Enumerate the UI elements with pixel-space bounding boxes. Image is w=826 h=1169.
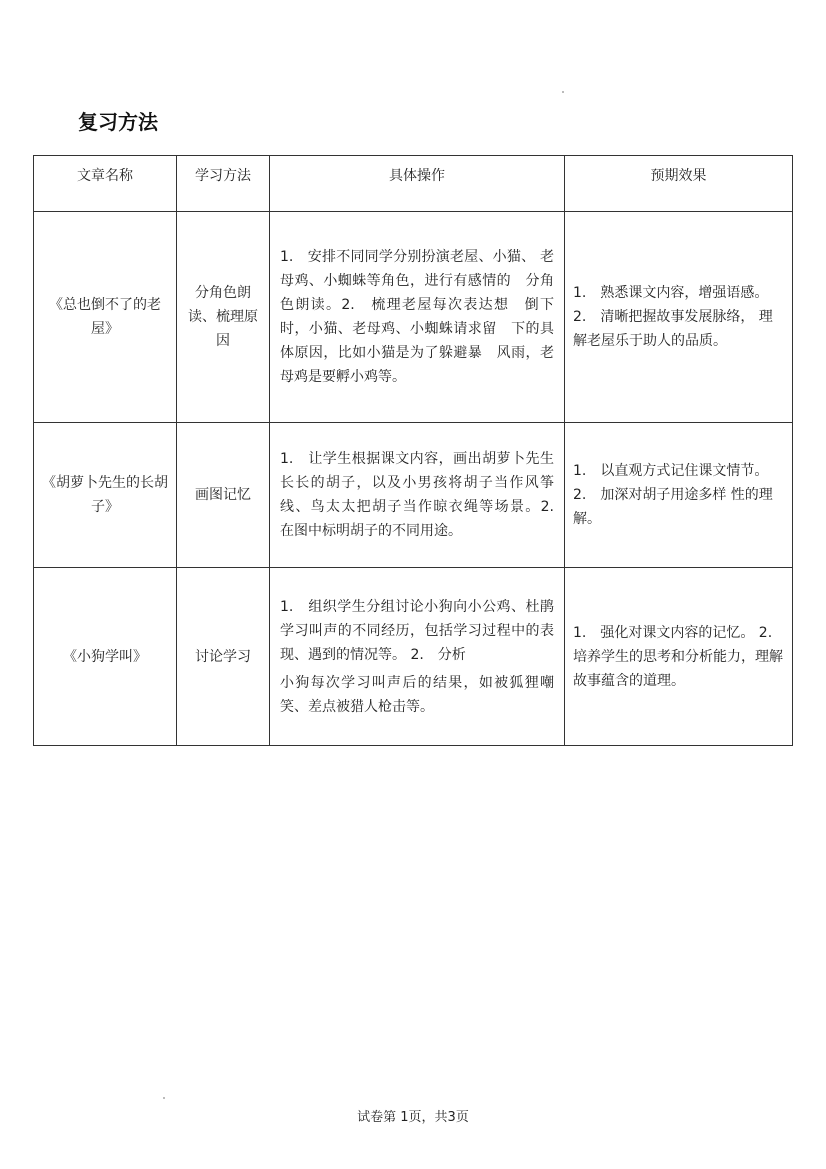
cell-effect: 1. 强化对课文内容的记忆。 2. 培养学生的思考和分析能力，理解故事蕴含的道理。 — [565, 568, 793, 746]
cell-title: 《小狗学叫》 — [34, 568, 177, 746]
cell-method: 分角色朗读、梳理原因 — [177, 212, 270, 423]
operation-text: 1. 安排不同同学分别扮演老屋、小猫、 老母鸡、小蜘蛛等角色，进行有感情的 分角色朗读。2. 梳理老屋每次表达想 倒下时，小猫、老母鸡、小蜘蛛请求留 下的具体原因，比如小猫是为了躲避暴 风雨，老母鸡是要孵小鸡等。 — [280, 249, 554, 385]
header-effect: 预期效果 — [565, 156, 793, 212]
cell-operation — [270, 568, 565, 746]
cell-title: 《总也倒不了的老屋》 — [34, 212, 177, 423]
scan-speck — [163, 1097, 165, 1099]
cell-operation — [270, 423, 568, 568]
header-method: 学习方法 — [177, 156, 270, 212]
cell-method: 画图记忆 — [177, 423, 270, 568]
operation-text: 小狗每次学习叫声后的结果，如被狐狸嘲笑、差点被猎人枪击等。 — [280, 674, 554, 715]
cell-method: 讨论学习 — [177, 568, 270, 746]
review-methods-table — [33, 155, 793, 746]
operation-text: 1. 组织学生分组讨论小狗向小公鸡、杜鹃学习叫声的不同经历，包括学习过程中的表现、遇到的情况等。 2. 分析 — [280, 598, 554, 663]
scan-speck — [562, 91, 564, 93]
table-row — [34, 568, 793, 746]
cell-title: 《胡萝卜先生的长胡子》 — [34, 423, 177, 568]
table-row — [34, 212, 793, 423]
table-header-row — [34, 156, 793, 212]
cell-effect: 1. 熟悉课文内容，增强语感。 2. 清晰把握故事发展脉络， 理解老屋乐于助人的品质。 — [565, 212, 793, 423]
page-heading: 复习方法 — [78, 110, 158, 134]
operation-text: 1. 让学生根据课文内容，画出胡萝卜先生长长的胡子，以及小男孩将胡子当作风筝线、鸟太太把胡子当作晾衣绳等场景。2. 在图中标明胡子的不同用途。 — [280, 451, 568, 539]
cell-operation — [270, 212, 565, 423]
header-title: 文章名称 — [34, 156, 177, 212]
header-operation: 具体操作 — [270, 156, 565, 212]
table-row — [34, 423, 793, 568]
page-footer: 试卷第 1页，共3页 — [357, 1110, 469, 1125]
cell-effect: 1. 以直观方式记住课文情节。 2. 加深对胡子用途多样 性的理解。 — [565, 423, 793, 568]
